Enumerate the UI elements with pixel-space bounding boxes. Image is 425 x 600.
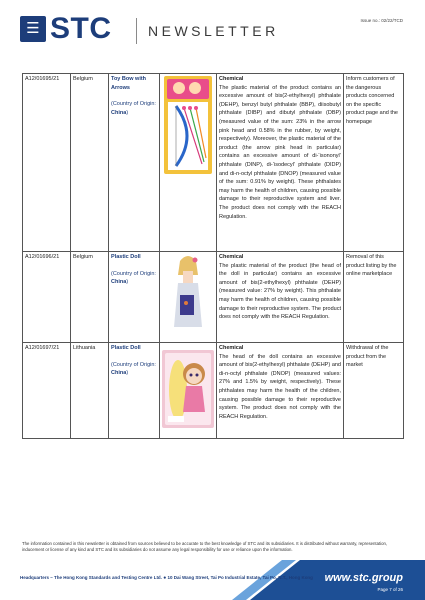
origin-label: (Country of Origin: (111, 101, 156, 108)
origin-country: China (111, 370, 127, 377)
origin-country: China (111, 109, 127, 116)
product-cell (109, 74, 160, 252)
table-row (23, 74, 404, 252)
issue-number: Issue no.: 02/22/TCD (360, 18, 403, 23)
origin-label: (Country of Origin: (111, 361, 156, 368)
hq-address: 10 Dai Wang Street, Tai Po Industrial Estate, Tai Po, N.T., Hong Kong (167, 575, 313, 580)
logo-glyph: ☰ (26, 20, 40, 37)
origin-label: (Country of Origin: (111, 270, 156, 277)
risk-description: The plastic material of the product (the head of the doll in particular) contains an excessive amount of bis(2-ethylhexyl) phthalate (DEHP) (measured value: 27% by weight). This phthalate may harm the health of children, causing possible damage to their reproductive system. The product does not comply with the REACH Regulation. (219, 262, 341, 321)
risk-type: Chemical (219, 254, 244, 260)
measure-cell: Inform customers of the dangerous products concerned on the specific product page and the homepage (344, 74, 404, 252)
disclaimer-text: The information contained in this newsletter is obtained from sources believed to be accurate to the best knowledge of STC and its subsidiaries. It is distributed without warranty, representation, inducement or license of any kind and STC and its subsidiaries do not assume any legal responsibility for use or reliance upon the information. (22, 541, 388, 552)
measure-cell: Withdrawal of the product from the market (344, 343, 404, 439)
country-of-origin (111, 270, 157, 287)
product-cell (109, 343, 160, 439)
newsletter-title: NEWSLETTER (148, 23, 279, 39)
brand-name: STC (50, 12, 112, 45)
product-name: Plastic Doll (111, 254, 141, 260)
table-row (23, 343, 404, 439)
risk-cell (217, 343, 344, 439)
notification-table (22, 73, 404, 439)
origin-close: ) (126, 279, 129, 286)
reference-cell: A12/01697/21 (23, 343, 71, 439)
product-name: Toy Bow with Arrows (111, 76, 147, 91)
measure-cell: Removal of this product listing by the online marketplace (344, 252, 404, 343)
product-name: Plastic Doll (111, 345, 141, 351)
page-number: Page 7 of 26 (377, 587, 403, 592)
origin-country: China (111, 279, 127, 286)
header-divider (136, 18, 137, 44)
product-image-cell (160, 252, 217, 343)
country-of-origin (111, 361, 157, 378)
product-image-cell (160, 74, 217, 252)
origin-close: ) (126, 109, 129, 116)
country-cell: Belgium (71, 252, 109, 343)
table-row (23, 252, 404, 343)
page-header (0, 0, 425, 58)
product-cell (109, 252, 160, 343)
website-link[interactable]: www.stc.group (324, 572, 403, 584)
risk-type: Chemical (219, 345, 244, 351)
hq-organization: – The Hong Kong Standards and Testing Centre Ltd. (49, 575, 162, 580)
headquarters-info (20, 574, 313, 582)
toy-bow-arrows-image (162, 76, 214, 174)
plastic-doll-boxed-image (162, 350, 214, 428)
risk-type: Chemical (219, 76, 244, 82)
country-cell: Lithuania (71, 343, 109, 439)
country-cell: Belgium (71, 74, 109, 252)
reference-cell: A12/01695/21 (23, 74, 71, 252)
hq-label: Headquarters (20, 575, 50, 580)
plastic-doll-image (162, 253, 214, 335)
country-of-origin (111, 100, 157, 117)
origin-close: ) (126, 370, 129, 377)
risk-description: The plastic material of the product contains an excessive amount of bis(2-ethylhexyl) phthalate (DEHP), benzyl butyl phthalate (BBP), diisobutyl phthalate (DIBP) and dibutyl phthalate (DBP) (measured value of the sum: 23% in the arrow pink head and 0.58% in the rubber, by weight, respectively). Moreover, the plastic material of the product (the arrow pink head in particular) contains an excessive amount of di-‘isononyl’ phthalate (DINP), di-‘isodecyl’ phthalate (DIDP) and di-n-octyl phthalate (DNOP) (measured value of the sum: 0.91% by weight). These phthalates may harm the health of children, causing possible damage to their reproductive system and liver. The product does not comply with the REACH Regulation. (219, 84, 341, 220)
reference-cell: A12/01696/21 (23, 252, 71, 343)
location-pin-icon: ● (163, 575, 167, 581)
stc-logo-icon (20, 16, 46, 42)
risk-cell (217, 74, 344, 252)
risk-cell (217, 252, 344, 343)
product-image-cell (160, 343, 217, 439)
risk-description: The head of the doll contains an excessive amount of bis(2-ethylhexyl) phthalate (DEHP) and di-n-octyl phthalate (DNOP) (measured values: 27% and 1.5% by weight, respectively). These phthalates may harm the health of the children, causing possible damage to their reproductive system. The product does not comply with the REACH Regulation. (219, 353, 341, 420)
